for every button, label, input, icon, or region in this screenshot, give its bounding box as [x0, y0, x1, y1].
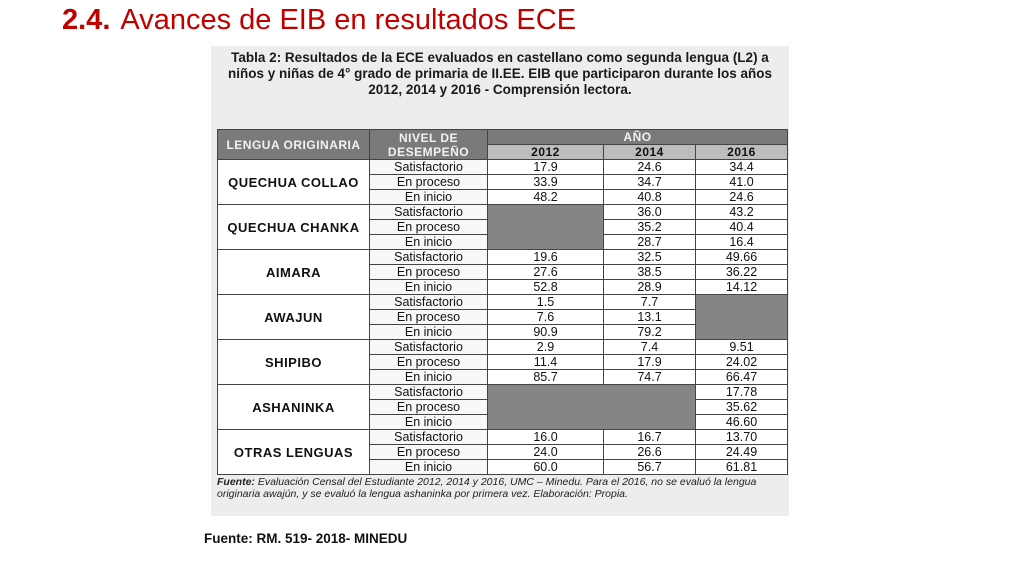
value-cell: 38.5: [604, 265, 696, 280]
level-cell: Satisfactorio: [370, 250, 488, 265]
value-cell: 19.6: [488, 250, 604, 265]
not-evaluated-cell: [488, 385, 696, 430]
table-row: [218, 295, 788, 310]
value-cell: 24.6: [604, 160, 696, 175]
level-cell: En proceso: [370, 400, 488, 415]
language-cell: ASHANINKA: [218, 385, 370, 430]
table-row: [218, 250, 788, 265]
value-cell: 7.4: [604, 340, 696, 355]
value-cell: 74.7: [604, 370, 696, 385]
value-cell: 41.0: [696, 175, 788, 190]
table-row: [218, 430, 788, 445]
value-cell: 48.2: [488, 190, 604, 205]
level-cell: En proceso: [370, 355, 488, 370]
value-cell: 40.4: [696, 220, 788, 235]
value-cell: 36.22: [696, 265, 788, 280]
level-cell: En inicio: [370, 235, 488, 250]
value-cell: 34.7: [604, 175, 696, 190]
table-caption: Tabla 2: Resultados de la ECE evaluados en castellano como segunda lengua (L2) a niños y niñas de 4° grado de primaria de II.EE. EIB que participaron durante los años 2012, 2014 y 2016 - Comprensión lectora.: [227, 50, 773, 97]
value-cell: 16.7: [604, 430, 696, 445]
slide-number: 2.4.: [62, 4, 111, 36]
value-cell: 2.9: [488, 340, 604, 355]
header-year-2012: 2012: [488, 145, 604, 160]
header-year-2014: 2014: [604, 145, 696, 160]
level-cell: En proceso: [370, 220, 488, 235]
value-cell: 17.9: [604, 355, 696, 370]
value-cell: 66.47: [696, 370, 788, 385]
value-cell: 27.6: [488, 265, 604, 280]
slide-title-text: Avances de EIB en resultados ECE: [120, 4, 577, 36]
value-cell: 14.12: [696, 280, 788, 295]
value-cell: 13.1: [604, 310, 696, 325]
level-cell: En inicio: [370, 460, 488, 475]
level-cell: En proceso: [370, 265, 488, 280]
level-cell: Satisfactorio: [370, 160, 488, 175]
value-cell: 24.49: [696, 445, 788, 460]
table-header: [218, 130, 788, 160]
value-cell: 79.2: [604, 325, 696, 340]
slide-title: [62, 4, 576, 37]
value-cell: 24.02: [696, 355, 788, 370]
value-cell: 16.0: [488, 430, 604, 445]
footnote-text: Evaluación Censal del Estudiante 2012, 2014 y 2016, UMC – Minedu. Para el 2016, no se evaluó la lengua originaria awajún, y se evaluó la lengua ashaninka por primera vez. Elaboración: Propia.: [217, 476, 757, 500]
value-cell: 24.6: [696, 190, 788, 205]
level-cell: En inicio: [370, 415, 488, 430]
header-year-2016: 2016: [696, 145, 788, 160]
table-row: [218, 205, 788, 220]
level-cell: En proceso: [370, 310, 488, 325]
value-cell: 46.60: [696, 415, 788, 430]
value-cell: 56.7: [604, 460, 696, 475]
header-language: LENGUA ORIGINARIA: [218, 130, 370, 160]
table-body: [218, 160, 788, 475]
value-cell: 11.4: [488, 355, 604, 370]
header-level: NIVEL DE DESEMPEÑO: [370, 130, 488, 160]
value-cell: 85.7: [488, 370, 604, 385]
level-cell: Satisfactorio: [370, 295, 488, 310]
not-evaluated-cell: [696, 295, 788, 340]
level-cell: En proceso: [370, 445, 488, 460]
value-cell: 36.0: [604, 205, 696, 220]
value-cell: 28.7: [604, 235, 696, 250]
level-cell: En inicio: [370, 190, 488, 205]
table-row: [218, 385, 788, 400]
table-row: [218, 160, 788, 175]
value-cell: 43.2: [696, 205, 788, 220]
level-cell: En inicio: [370, 280, 488, 295]
value-cell: 28.9: [604, 280, 696, 295]
language-cell: QUECHUA COLLAO: [218, 160, 370, 205]
value-cell: 26.6: [604, 445, 696, 460]
value-cell: 61.81: [696, 460, 788, 475]
value-cell: 17.78: [696, 385, 788, 400]
value-cell: 35.2: [604, 220, 696, 235]
level-cell: Satisfactorio: [370, 205, 488, 220]
value-cell: 9.51: [696, 340, 788, 355]
value-cell: 34.4: [696, 160, 788, 175]
source-caption: Fuente: RM. 519- 2018- MINEDU: [204, 531, 408, 546]
language-cell: AIMARA: [218, 250, 370, 295]
value-cell: 49.66: [696, 250, 788, 265]
level-cell: En proceso: [370, 175, 488, 190]
level-cell: Satisfactorio: [370, 385, 488, 400]
table-row: [218, 340, 788, 355]
value-cell: 40.8: [604, 190, 696, 205]
value-cell: 16.4: [696, 235, 788, 250]
value-cell: 24.0: [488, 445, 604, 460]
footnote-label: Fuente:: [217, 476, 255, 488]
results-table: [217, 129, 788, 475]
value-cell: 60.0: [488, 460, 604, 475]
value-cell: 32.5: [604, 250, 696, 265]
language-cell: AWAJUN: [218, 295, 370, 340]
value-cell: 7.6: [488, 310, 604, 325]
level-cell: Satisfactorio: [370, 430, 488, 445]
value-cell: 52.8: [488, 280, 604, 295]
value-cell: 33.9: [488, 175, 604, 190]
scanned-table-image: [211, 46, 789, 516]
level-cell: Satisfactorio: [370, 340, 488, 355]
level-cell: En inicio: [370, 370, 488, 385]
header-year-group: AÑO: [488, 130, 788, 145]
not-evaluated-cell: [488, 205, 604, 250]
value-cell: 13.70: [696, 430, 788, 445]
language-cell: QUECHUA CHANKA: [218, 205, 370, 250]
value-cell: 1.5: [488, 295, 604, 310]
value-cell: 7.7: [604, 295, 696, 310]
language-cell: OTRAS LENGUAS: [218, 430, 370, 475]
value-cell: 35.62: [696, 400, 788, 415]
table-footnote: [217, 476, 787, 500]
value-cell: 90.9: [488, 325, 604, 340]
language-cell: SHIPIBO: [218, 340, 370, 385]
level-cell: En inicio: [370, 325, 488, 340]
value-cell: 17.9: [488, 160, 604, 175]
